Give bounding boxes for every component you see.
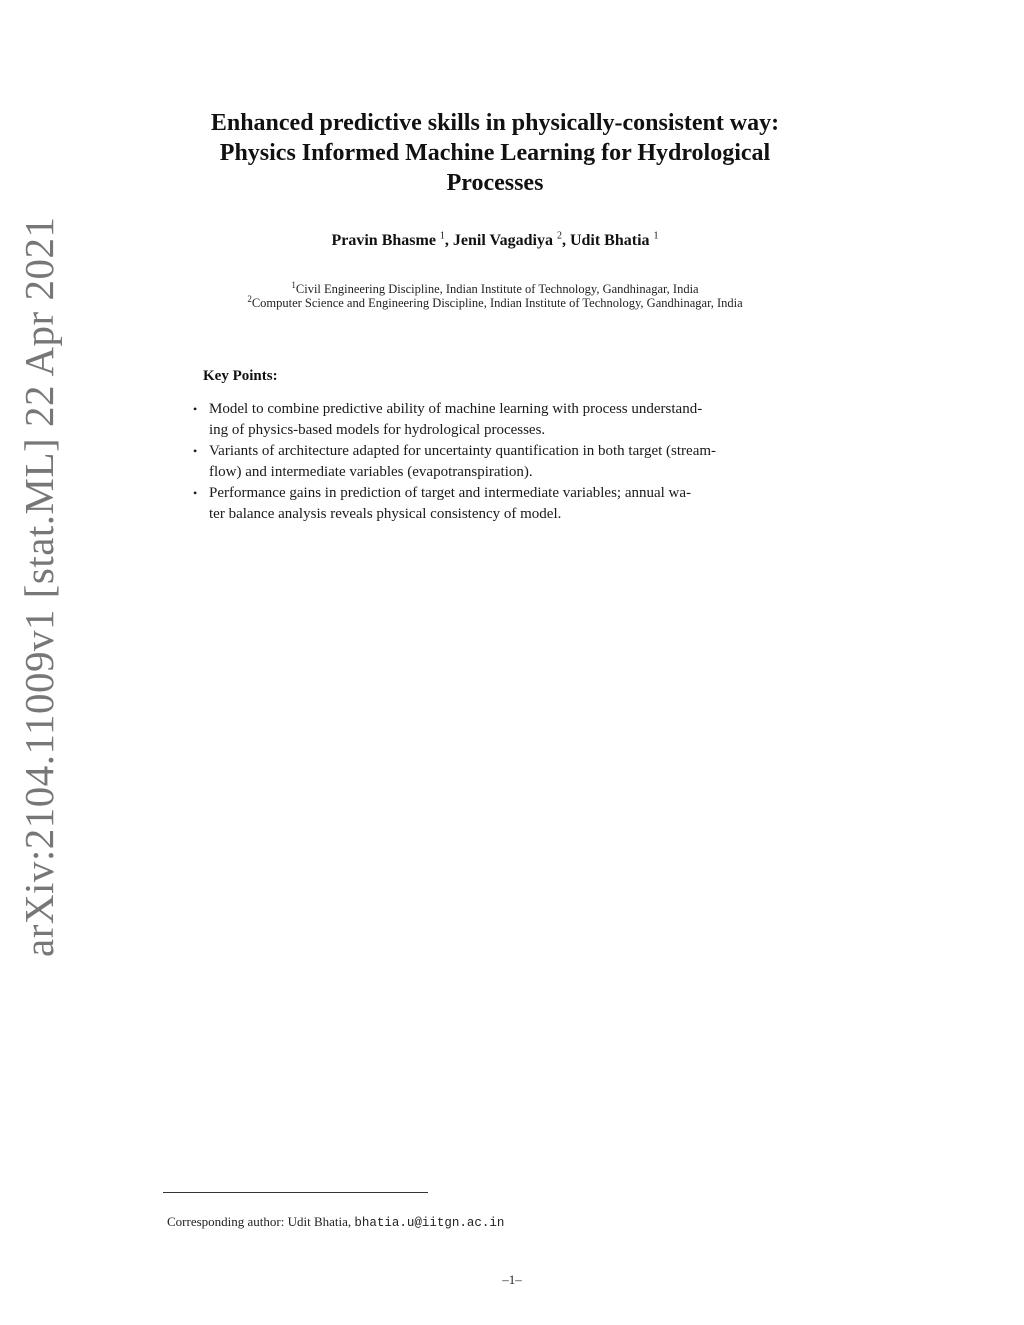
- affiliation-mark: 1: [291, 279, 296, 290]
- bullet-icon: •: [193, 486, 198, 500]
- author-name: Pravin Bhasme: [331, 232, 436, 249]
- key-point-item: [190, 441, 850, 483]
- key-point-item: [190, 483, 850, 525]
- affiliation-mark: 2: [247, 293, 252, 304]
- title-line-1: Enhanced predictive skills in physically-consistent way:: [210, 110, 780, 136]
- title-line-2: Physics Informed Machine Learning for Hydrological: [219, 140, 771, 166]
- affiliation-list: [150, 279, 840, 310]
- key-point-line: ter balance analysis reveals physical consistency of model.: [209, 506, 562, 522]
- author-affiliation-mark: 2: [556, 230, 562, 242]
- key-point-item: [190, 399, 850, 441]
- bullet-icon: •: [193, 402, 198, 416]
- bullet-icon: •: [193, 444, 198, 458]
- author-name: Jenil Vagadiya: [452, 232, 553, 249]
- key-point-line: Model to combine predictive ability of machine learning with process understand-: [209, 401, 703, 417]
- footnote-label: Corresponding author: Udit Bhatia,: [167, 1214, 352, 1229]
- key-points-list: [190, 399, 850, 525]
- corresponding-author-footnote: [167, 1213, 504, 1232]
- affiliation-text: Computer Science and Engineering Discipline, Indian Institute of Technology, Gandhinagar, India: [251, 296, 743, 310]
- page-number: –1–: [502, 1272, 522, 1287]
- affiliation-item: [150, 279, 840, 296]
- footnote-divider: [163, 1192, 428, 1193]
- author-affiliation-mark: 1: [439, 230, 445, 242]
- affiliation-text: Civil Engineering Discipline, Indian Institute of Technology, Gandhinagar, India: [295, 282, 699, 296]
- paper-title: [150, 108, 840, 198]
- affiliation-item: [150, 293, 840, 310]
- author-email-link[interactable]: bhatia.u@iitgn.ac.in: [354, 1216, 505, 1230]
- author-list: Pravin Bhasme $^1$, Jenil Vagadiya $^2$, Udit Bhatia $^1$: [331, 230, 659, 249]
- key-point-line: Performance gains in prediction of target and intermediate variables; annual wa-: [209, 485, 692, 501]
- key-points-heading: Key Points:: [203, 368, 278, 384]
- author-name: Udit Bhatia: [569, 232, 650, 249]
- key-point-line: Variants of architecture adapted for uncertainty quantification in both target (stream-: [209, 443, 717, 459]
- key-point-line: flow) and intermediate variables (evapotranspiration).: [209, 464, 533, 480]
- key-point-line: ing of physics-based models for hydrological processes.: [209, 422, 546, 438]
- author-affiliation-mark: 1: [653, 230, 659, 242]
- title-line-3: Processes: [446, 170, 544, 196]
- arxiv-identifier-stamp: arXiv:2104.11009v1 [stat.ML] 22 Apr 2021: [16, 216, 62, 957]
